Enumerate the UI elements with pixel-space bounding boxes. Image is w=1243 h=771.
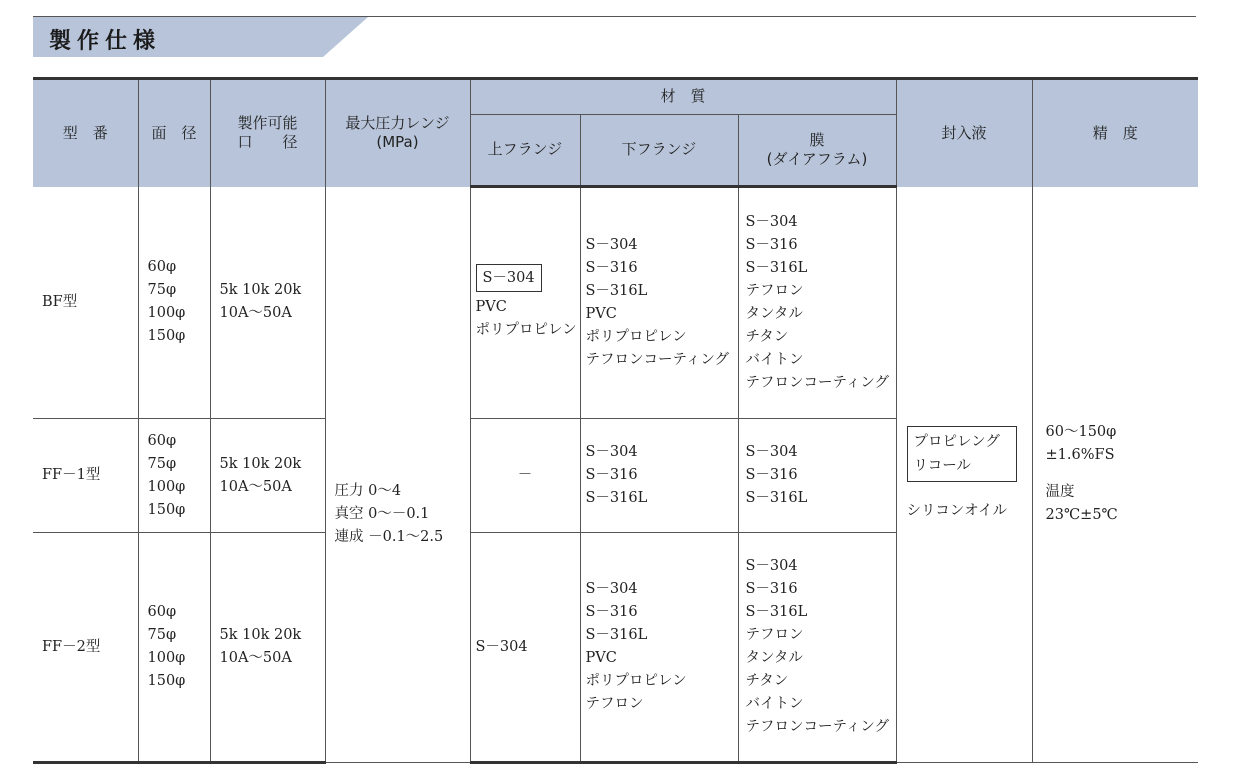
membrane-value: S－316 [745,467,798,483]
membrane-value: S－316L [745,490,808,506]
diameter-value: 60φ [147,432,177,449]
fill-liquid-standard-box: プロピレングリコール [907,426,1017,482]
header-pressure-line1: 最大圧力レンジ [345,113,450,132]
diameter-value: 60φ [147,259,177,276]
membrane-value: チタン [745,329,789,345]
section-title: 製作仕様 [49,29,162,54]
lower-flange-cell [580,533,738,763]
pressure-value: 連成 －0.1～2.5 [334,528,444,545]
membrane-value: テフロンコーティング [745,719,890,735]
lower-flange-value: テフロンコーティング [585,352,730,368]
port-value: 10A～50A [219,650,292,666]
membrane-value: S－316L [745,604,808,620]
lower-flange-value: S－304 [585,237,638,253]
port-value: 5k 10k 20k [219,282,302,299]
lower-flange-value: PVC [585,650,617,666]
upper-flange-cell [470,187,580,419]
port-cell [210,419,325,533]
diameter-value: 75φ [147,627,177,643]
header-port-line1: 製作可能 [237,113,298,132]
pressure-value: 圧力 0～4 [334,482,402,499]
model-cell: FF－1型 [33,419,138,533]
diameter-value: 75φ [147,455,177,472]
membrane-value: テフロンコーティング [745,375,890,391]
diameter-value: 150φ [147,501,186,518]
header-pressure-line2: (MPa) [376,133,419,152]
header-membrane [738,115,896,187]
accuracy-value: ±1.6%FS [1045,447,1115,464]
accuracy-cell [1032,187,1198,763]
membrane-value: S－316 [745,237,798,253]
lower-flange-value: S－316 [585,604,638,620]
membrane-value: S－316L [745,260,808,276]
diameter-value: 60φ [147,604,177,620]
diameter-value: 100φ [147,478,186,495]
upper-flange-cell: － [470,419,580,533]
membrane-cell [738,187,896,419]
membrane-value: S－304 [745,558,798,574]
header-port-line2: 口 径 [237,133,298,152]
diameter-value: 150φ [147,673,186,689]
diameter-cell [138,187,210,419]
membrane-value: S－316 [745,581,798,597]
accuracy-spacer [1046,467,1199,481]
membrane-value: S－304 [745,214,798,230]
diameter-value: 100φ [147,305,186,322]
membrane-value: S－304 [745,444,798,460]
table-row-bf [33,187,1198,419]
port-value: 5k 10k 20k [219,627,302,643]
header-lower-flange: 下フランジ [580,115,738,187]
header-max-pressure [325,79,470,187]
lower-flange-value: テフロン [585,696,644,712]
header-port-size [210,79,325,187]
lower-flange-value: S－316 [585,467,638,483]
lower-flange-value: PVC [585,306,617,322]
header-model: 型 番 [33,79,138,187]
membrane-value: タンタル [745,306,803,322]
lower-flange-value: S－304 [585,581,638,597]
port-value: 10A～50A [219,305,292,322]
port-value: 10A～50A [219,478,292,495]
spec-table [33,77,1198,764]
fill-liquid-value: シリコンオイル [906,502,1007,519]
model-cell: FF－2型 [33,533,138,763]
membrane-value: テフロン [745,627,804,643]
diameter-value: 75φ [147,282,177,299]
diameter-value: 100φ [147,650,186,666]
header-face-diameter: 面 径 [138,79,210,187]
diameter-value: 150φ [147,328,186,345]
upper-flange-cell: S－304 [470,533,580,763]
header-upper-flange: 上フランジ [470,115,580,187]
lower-flange-value: S－316 [585,260,638,276]
header-membrane-line2: (ダイアフラム) [766,150,868,168]
membrane-value: チタン [745,673,789,689]
lower-flange-value: S－304 [585,444,638,460]
accuracy-value: 60～150φ [1045,424,1117,441]
membrane-value: タンタル [745,650,803,666]
port-cell [210,187,325,419]
port-cell [210,533,325,763]
pressure-cell [325,187,470,763]
membrane-value: バイトン [745,696,804,712]
section-header [33,13,1196,57]
lower-flange-cell [580,187,738,419]
diameter-cell [138,533,210,763]
lower-flange-value: S－316L [585,490,648,506]
diameter-cell [138,419,210,533]
port-value: 5k 10k 20k [219,455,302,472]
header-rule [33,16,1196,17]
model-cell: BF型 [33,187,138,419]
lower-flange-value: S－316L [585,283,648,299]
membrane-cell [738,419,896,533]
pressure-value: 真空 0～－0.1 [334,505,430,522]
membrane-value: テフロン [745,283,804,299]
lower-flange-value: ポリプロピレン [585,673,687,689]
fill-liquid-cell [896,187,1032,763]
header-accuracy: 精 度 [1032,79,1198,187]
header-fill-liquid: 封入液 [896,79,1032,187]
header-material: 材 質 [470,79,896,115]
lower-flange-value: S－316L [585,627,648,643]
accuracy-value: 温度 [1045,484,1075,501]
upper-flange-value: ポリプロピレン [475,322,577,338]
accuracy-value: 23℃±5℃ [1045,507,1118,524]
membrane-value: バイトン [745,352,804,368]
lower-flange-value: ポリプロピレン [585,329,687,345]
membrane-cell [738,533,896,763]
upper-flange-value: PVC [475,299,507,315]
upper-flange-standard-box: S－304 [476,264,542,292]
lower-flange-cell [580,419,738,533]
header-membrane-line1: 膜 [809,130,825,149]
